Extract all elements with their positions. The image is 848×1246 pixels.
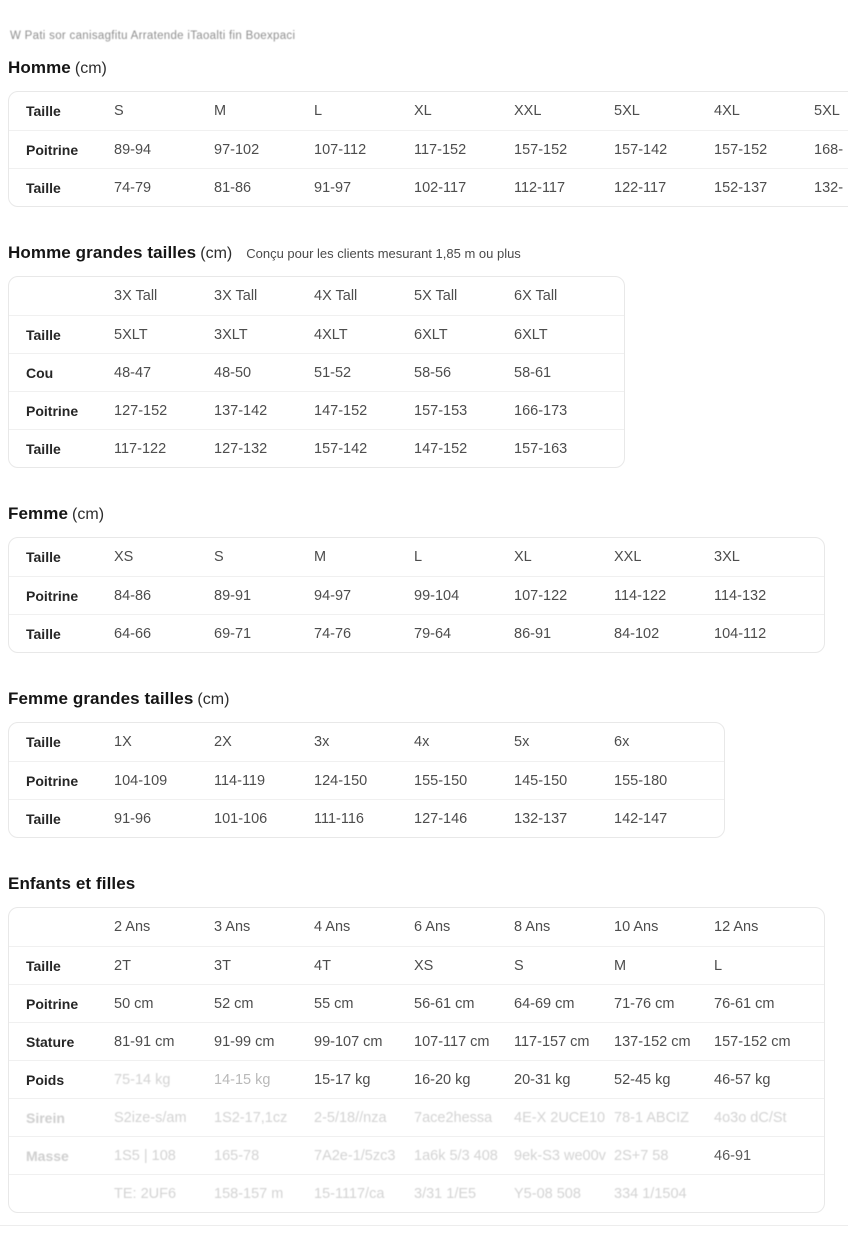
cell: 107-122: [514, 587, 568, 604]
table-row: [9, 576, 824, 614]
cell: 16-20 kg: [414, 1071, 471, 1088]
table-row: [9, 1174, 824, 1212]
section-title: Homme grandes tailles: [8, 243, 197, 262]
cell: S: [114, 103, 124, 119]
cell: 147-152: [414, 440, 468, 457]
cell: 157-152: [514, 141, 568, 158]
cell: M: [214, 103, 227, 119]
row-label: Taille: [26, 810, 61, 827]
bottom-divider: [0, 1225, 848, 1226]
section-homme: [8, 58, 848, 207]
sections-container: [8, 58, 848, 1213]
cell: 79-64: [414, 625, 452, 642]
cell: 111-116: [314, 810, 364, 827]
table-row: [9, 1098, 824, 1136]
cell: 137-142: [214, 402, 268, 419]
cell: M: [314, 549, 327, 565]
cell: 166-173: [514, 402, 568, 419]
cell: 145-150: [514, 772, 568, 789]
size-table-homme: [8, 91, 848, 207]
size-table-enfants-et-filles: [8, 907, 825, 1213]
section-title-line: [8, 243, 848, 263]
cell: 1S5 | 108: [114, 1147, 176, 1164]
cell: 91-97: [314, 179, 352, 196]
cell: 5x: [514, 734, 530, 750]
size-table-homme-grandes-tailles: [8, 276, 625, 468]
cell: 117-152: [414, 141, 467, 158]
cell: 132-137: [514, 810, 568, 827]
table-row: [9, 1022, 824, 1060]
cell: XS: [114, 549, 134, 565]
cell: 48-50: [214, 364, 252, 381]
cell: 142-147: [614, 810, 668, 827]
row-label: Cou: [26, 364, 54, 381]
cell: 15-1117/ca: [314, 1185, 385, 1202]
table-row: [9, 908, 824, 946]
cell: 6x: [614, 734, 630, 750]
cell: 157-152 cm: [714, 1033, 791, 1050]
row-label: Taille: [26, 103, 61, 119]
cell: 3XL: [714, 549, 740, 565]
cell: L: [714, 957, 723, 974]
cell: 46-91: [714, 1147, 752, 1164]
table-row: [9, 946, 824, 984]
section-unit: (cm): [197, 691, 230, 708]
cell: 137-152 cm: [614, 1033, 691, 1050]
cell: XXL: [514, 103, 542, 119]
row-label: Sirein: [26, 1109, 65, 1126]
row-label: Taille: [26, 625, 61, 642]
section-subtitle: Conçu pour les clients mesurant 1,85 m ou plus: [246, 246, 521, 261]
section-femme: [8, 504, 848, 653]
cell: 4XLT: [314, 326, 348, 343]
table-row: [9, 984, 824, 1022]
cell: 102-117: [414, 179, 467, 196]
cell: 112-117: [514, 179, 566, 196]
cell: 158-157 m: [214, 1185, 284, 1202]
section-title: Enfants et filles: [8, 874, 136, 893]
cell: XL: [414, 103, 432, 119]
section-unit: (cm): [200, 245, 233, 262]
cell: 114-132: [714, 587, 767, 604]
row-label: Taille: [26, 326, 61, 343]
cell: 20-31 kg: [514, 1071, 571, 1088]
cell: 6XLT: [514, 326, 548, 343]
cell: 157-142: [314, 440, 368, 457]
cell: 55 cm: [314, 995, 354, 1012]
cell: 4 Ans: [314, 919, 351, 935]
cell: 52 cm: [214, 995, 254, 1012]
cell: 4XL: [714, 103, 740, 119]
cell: 147-152: [314, 402, 368, 419]
table-row: [9, 614, 824, 652]
cell: 1a6k 5/3 408: [414, 1147, 498, 1164]
section-homme-grandes-tailles: [8, 243, 848, 468]
cell: 99-104: [414, 587, 460, 604]
cell: Y5-08 508: [514, 1185, 581, 1202]
cell: 69-71: [214, 625, 252, 642]
cell: L: [314, 103, 323, 119]
cell: 56-61 cm: [414, 995, 475, 1012]
cell: 334 1/1504: [614, 1185, 687, 1202]
cell: 94-97: [314, 587, 352, 604]
cell: 86-91: [514, 625, 552, 642]
cell: 6 Ans: [414, 919, 451, 935]
cell: 2-5/18//nza: [314, 1109, 387, 1126]
cell: 155-150: [414, 772, 468, 789]
cell: 157-163: [514, 440, 568, 457]
section-enfants-et-filles: [8, 874, 848, 1213]
cell: 1S2-17,1cz: [214, 1109, 288, 1126]
cell: XXL: [614, 549, 642, 565]
cell: 75-14 kg: [114, 1071, 171, 1088]
cell: 127-152: [114, 402, 168, 419]
cell: 5X Tall: [414, 288, 458, 304]
cell: 14-15 kg: [214, 1071, 271, 1088]
row-label: Taille: [26, 957, 61, 974]
cell: 3X Tall: [114, 288, 158, 304]
size-table-femme: [8, 537, 825, 653]
cell: S2ize-s/am: [114, 1109, 187, 1126]
cell: 168-: [814, 141, 844, 158]
cell: XL: [514, 549, 532, 565]
table-row: [9, 315, 624, 353]
cell: 97-102: [214, 141, 260, 158]
row-label: Taille: [26, 549, 61, 565]
cell: 10 Ans: [614, 919, 659, 935]
cell: 2S+7 58: [614, 1147, 669, 1164]
cell: 6XLT: [414, 326, 448, 343]
row-label: Poitrine: [26, 402, 79, 419]
section-unit: (cm): [72, 506, 105, 523]
row-label: Stature: [26, 1033, 75, 1050]
cell: S: [514, 957, 524, 974]
table-row: [9, 723, 724, 761]
cell: 5XLT: [114, 326, 148, 343]
table-row: [9, 799, 724, 837]
cell: 2X: [214, 734, 232, 750]
row-label: Taille: [26, 179, 61, 196]
cell: 74-79: [114, 179, 152, 196]
cell: 89-94: [114, 141, 152, 158]
cell: 114-122: [614, 587, 667, 604]
cell: 74-76: [314, 625, 352, 642]
table-row: [9, 1136, 824, 1174]
cell: 4T: [314, 957, 331, 974]
cell: 122-117: [614, 179, 667, 196]
cell: 64-66: [114, 625, 152, 642]
cell: 3T: [214, 957, 231, 974]
size-table-femme-grandes-tailles: [8, 722, 725, 838]
cell: 76-61 cm: [714, 995, 775, 1012]
cell: 114-119: [214, 772, 266, 789]
row-label: Poids: [26, 1071, 65, 1088]
cell: 157-153: [414, 402, 468, 419]
cell: 46-57 kg: [714, 1071, 771, 1088]
table-row: [9, 92, 848, 130]
cell: 117-157 cm: [514, 1033, 590, 1050]
cell: 6X Tall: [514, 288, 558, 304]
table-row: [9, 130, 848, 168]
cell: 155-180: [614, 772, 668, 789]
cell: 91-96: [114, 810, 152, 827]
table-row: [9, 429, 624, 467]
cell: 84-86: [114, 587, 152, 604]
cell: 4E-X 2UCE10: [514, 1109, 606, 1126]
cell: TE: 2UF6: [114, 1185, 177, 1202]
cell: M: [614, 957, 627, 974]
cell: 4o3o dC/St: [714, 1109, 787, 1126]
cell: 8 Ans: [514, 919, 551, 935]
section-unit: (cm): [74, 60, 107, 77]
cell: 157-142: [614, 141, 668, 158]
cell: 1X: [114, 734, 132, 750]
cell: 3X Tall: [214, 288, 258, 304]
page-header-text: W Pati sor canisagfitu Arratende iTaoalti fin Boexpaci: [10, 30, 296, 42]
table-row: [9, 277, 624, 315]
cell: 117-122: [114, 440, 167, 457]
cell: 5XL: [614, 103, 640, 119]
row-label: Poitrine: [26, 772, 79, 789]
cell: XS: [414, 957, 434, 974]
cell: 64-69 cm: [514, 995, 575, 1012]
cell: 3XLT: [214, 326, 248, 343]
table-row: [9, 391, 624, 429]
cell: L: [414, 549, 423, 565]
cell: 71-76 cm: [614, 995, 675, 1012]
cell: 5XL: [814, 103, 840, 119]
cell: 81-91 cm: [114, 1033, 175, 1050]
cell: 99-107 cm: [314, 1033, 383, 1050]
table-row: [9, 168, 848, 206]
section-title: Femme: [8, 504, 69, 523]
cell: 3x: [314, 734, 330, 750]
cell: 152-137: [714, 179, 768, 196]
cell: 12 Ans: [714, 919, 759, 935]
cell: 104-112: [714, 625, 767, 642]
cell: 165-78: [214, 1147, 260, 1164]
cell: 52-45 kg: [614, 1071, 671, 1088]
row-label: Masse: [26, 1147, 69, 1164]
cell: 15-17 kg: [314, 1071, 371, 1088]
section-title-line: [8, 504, 848, 524]
table-row: [9, 353, 624, 391]
cell: 3 Ans: [214, 919, 251, 935]
section-femme-grandes-tailles: [8, 689, 848, 838]
cell: 7A2e-1/5zc3: [314, 1147, 396, 1164]
cell: 81-86: [214, 179, 252, 196]
cell: 124-150: [314, 772, 368, 789]
cell: 91-99 cm: [214, 1033, 275, 1050]
cell: 89-91: [214, 587, 252, 604]
cell: 107-117 cm: [414, 1033, 490, 1050]
section-title-line: [8, 689, 848, 709]
section-title-line: [8, 58, 848, 78]
cell: 157-152: [714, 141, 768, 158]
section-title: Homme: [8, 58, 71, 77]
cell: 4X Tall: [314, 288, 358, 304]
cell: 78-1 ABCIZ: [614, 1109, 689, 1126]
cell: 101-106: [214, 810, 268, 827]
cell: 104-109: [114, 772, 168, 789]
cell: 3/31 1/E5: [414, 1185, 477, 1202]
cell: 9ek-S3 we00v: [514, 1147, 606, 1164]
table-row: [9, 538, 824, 576]
cell: 4x: [414, 734, 430, 750]
cell: 84-102: [614, 625, 660, 642]
section-title: Femme grandes tailles: [8, 689, 194, 708]
cell: 51-52: [314, 364, 352, 381]
cell: 127-132: [214, 440, 268, 457]
size-chart-page: [0, 30, 848, 1213]
cell: 2 Ans: [114, 919, 151, 935]
cell: 50 cm: [114, 995, 154, 1012]
cell: 132-: [814, 179, 844, 196]
cell: S: [214, 549, 224, 565]
section-title-line: [8, 874, 848, 894]
cell: 58-56: [414, 364, 452, 381]
row-label: Poitrine: [26, 587, 79, 604]
row-label: Poitrine: [26, 141, 79, 158]
row-label: Taille: [26, 734, 61, 750]
cell: 7ace2hessa: [414, 1109, 493, 1126]
row-label: Poitrine: [26, 995, 79, 1012]
table-row: [9, 761, 724, 799]
table-row: [9, 1060, 824, 1098]
cell: 127-146: [414, 810, 468, 827]
cell: 48-47: [114, 364, 152, 381]
cell: 2T: [114, 957, 131, 974]
row-label: Taille: [26, 440, 61, 457]
cell: 107-112: [314, 141, 367, 158]
cell: 58-61: [514, 364, 552, 381]
